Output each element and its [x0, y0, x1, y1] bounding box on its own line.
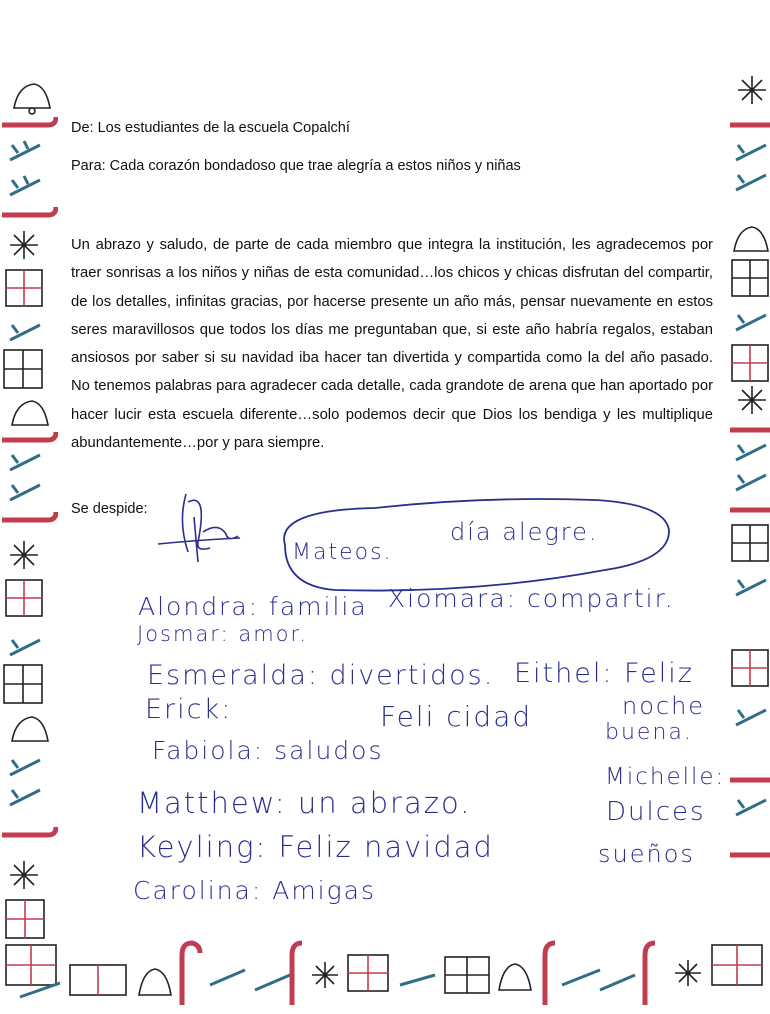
bell-icon [14, 84, 50, 114]
gift-box-icon [732, 260, 768, 296]
holly-leaf-icon [736, 800, 766, 815]
handwritten-michelle-3: sueños [598, 840, 695, 868]
gift-box-icon [6, 945, 56, 985]
holly-leaf-icon [400, 975, 435, 985]
snowflake-icon [10, 861, 38, 889]
gift-box-icon [712, 945, 762, 985]
handwritten-mateos-word: día alegre. [450, 518, 599, 546]
gift-box-icon [6, 270, 42, 306]
handwritten-eithel-2: noche [622, 692, 706, 720]
gift-box-icon [732, 345, 768, 381]
candy-cane-icon [545, 943, 555, 1005]
holly-leaf-icon [10, 325, 40, 340]
candy-cane-icon [2, 207, 56, 215]
letter-closing: Se despide: [71, 501, 148, 517]
bottom-christmas-border [0, 935, 770, 1014]
letter-to-line: Para: Cada corazón bondadoso que trae alegría a estos niños y niñas [71, 158, 521, 174]
letter-body: Un abrazo y saludo, de parte de cada miembro que integra la institución, les agradecemos por traer sonrisas a los niños y niñas de esta comunidad…los chicos y chicas disfrutan del compartir, de los detalles, infinitas gracias, por hacerse presente un año más, pensar nuevamente en estos seres maravillosos que todos los días me preguntaban que, si este año habría regalos, estaban ansiosos por saber si su navidad iba hacer tan divertida y compartida como la del año pasado. No tenemos palabras para agradecer cada detalle, cada grandote de arena que han aportado por hacer lucir esta escuela diferente…solo podemos decir que Dios los bendiga y les multiplique abundantemente…por y para siempre. [71, 237, 713, 452]
holly-leaf-icon [10, 176, 40, 195]
gift-box-icon [4, 665, 42, 703]
handwritten-eithel: Eithel: Feliz [514, 658, 694, 689]
bell-icon [734, 227, 768, 251]
gift-box-icon [70, 965, 126, 995]
gift-box-icon [732, 650, 768, 686]
bell-icon [499, 964, 531, 990]
candy-cane-icon [645, 943, 655, 1005]
handwritten-alondra: Alondra: familia [138, 592, 368, 621]
snowflake-icon [10, 541, 38, 569]
gift-box-icon [4, 350, 42, 388]
holly-leaf-icon [10, 790, 40, 805]
holly-leaf-icon [736, 580, 766, 595]
handwritten-mateos: Mateos. [292, 540, 393, 565]
gift-box-icon [6, 580, 42, 616]
holly-leaf-icon [10, 485, 40, 500]
snowflake-icon [10, 231, 38, 259]
gift-box-icon [6, 900, 44, 938]
handwritten-erick-2: Feli cidad [380, 700, 533, 733]
holly-leaf-icon [10, 455, 40, 470]
candy-cane-icon [2, 512, 56, 520]
holly-leaf-icon [736, 475, 766, 490]
holly-leaf-icon [736, 175, 766, 190]
gift-box-icon [445, 957, 489, 993]
handwritten-esmeralda: Esmeralda: divertidos. [147, 660, 495, 691]
handwritten-signature [148, 482, 248, 582]
candy-cane-icon [292, 943, 302, 1005]
bell-icon [139, 969, 171, 995]
snowflake-icon [738, 76, 766, 104]
holly-leaf-icon [736, 315, 766, 330]
gift-box-icon [732, 525, 768, 561]
holly-leaf-icon [736, 445, 766, 460]
gift-box-icon [348, 955, 388, 991]
holly-leaf-icon [736, 145, 766, 160]
handwritten-michelle: Michelle: [605, 764, 726, 790]
holly-leaf-icon [10, 640, 40, 655]
right-christmas-border [730, 75, 770, 945]
holly-leaf-icon [10, 760, 40, 775]
letter-from-line: De: Los estudiantes de la escuela Copalchí [71, 120, 350, 136]
handwritten-matthew: Matthew: un abrazo. [137, 786, 472, 820]
candy-cane-icon [182, 943, 200, 1005]
handwritten-carolina: Carolina: Amigas [133, 876, 376, 905]
handwritten-eithel-3: buena. [605, 720, 693, 745]
holly-leaf-icon [562, 970, 635, 990]
handwritten-xiomara: Xiomara: compartir. [388, 584, 675, 613]
snowflake-icon [675, 960, 701, 986]
handwritten-michelle-2: Dulces [606, 797, 706, 827]
left-christmas-border [0, 75, 58, 945]
bell-icon [12, 717, 48, 741]
candy-cane-icon [2, 117, 56, 125]
handwritten-erick: Erick: [145, 694, 233, 725]
holly-leaf-icon [210, 970, 290, 990]
holly-leaf-icon [10, 141, 40, 160]
handwritten-josmar: Josmar: amor. [137, 622, 308, 646]
handwritten-fabiola: Fabiola: saludos [152, 736, 384, 765]
holly-leaf-icon [736, 710, 766, 725]
candy-cane-icon [2, 827, 56, 835]
bell-icon [12, 401, 48, 425]
snowflake-icon [312, 962, 338, 988]
candy-cane-icon [2, 432, 56, 440]
handwritten-keyling: Keyling: Feliz navidad [137, 830, 494, 864]
snowflake-icon [738, 386, 766, 414]
